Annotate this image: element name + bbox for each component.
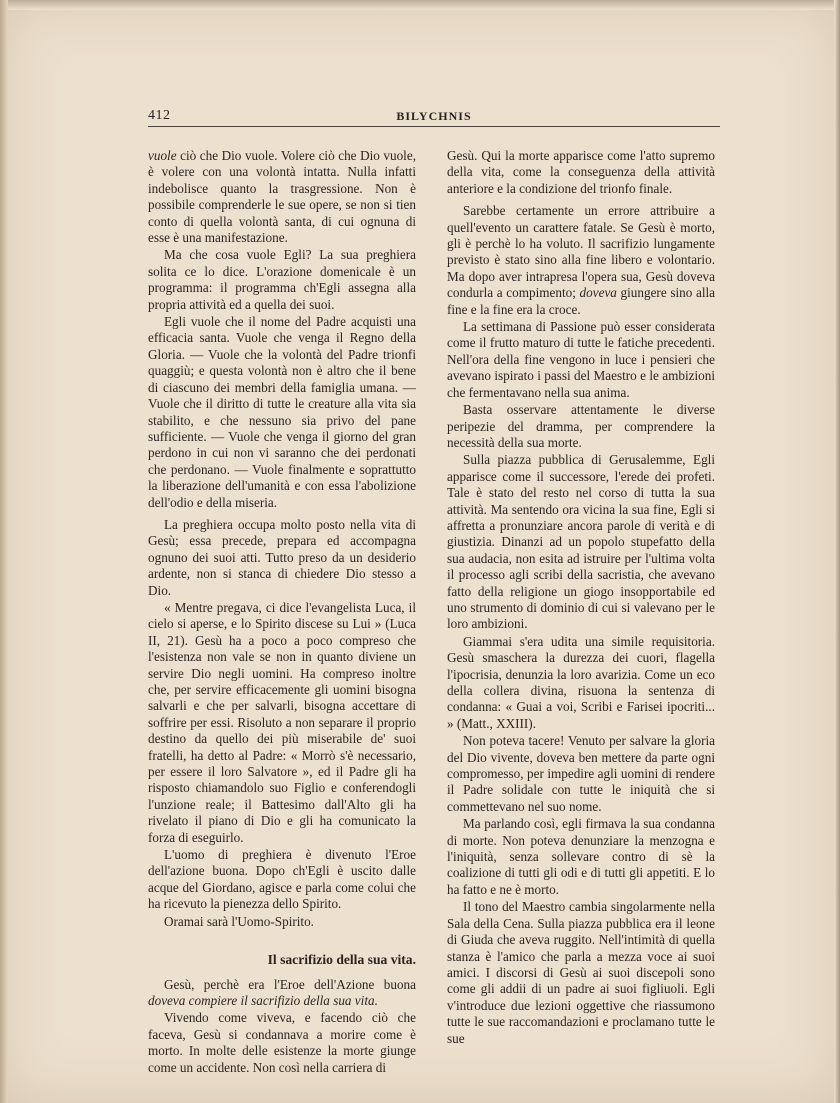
paragraph: L'uomo di preghiera è divenuto l'Eroe dell'azione buona. Dopo ch'Egli è uscito dalle acque del Giordano, agisce e parla come colui che ha ricevuto la pienezza dello Spirito. (148, 847, 416, 912)
paragraph: Sulla piazza pubblica di Gerusalemme, Egli apparisce come il successore, l'erede dei profeti. Tale è stato del resto nel corso di tutta la sua attività. Ma sentendo ora vicina la sua fine, Egli si affretta a pronunziare ancora parole di verità e di giustizia. Dinanzi ad un popolo stupefatto della sua audacia, non esita ad istruire per l'ultima volta il processo agli scribi della sacristia, che avevano fatto della religione un giogo insopportabile ed uno strumento di dominio di cui si valevano per le loro ambizioni. (447, 452, 715, 632)
paragraph (447, 203, 715, 318)
paragraph: Gesù. Qui la morte apparisce come l'atto supremo della vita, come la conseguenza della attività anteriore e la condizione del trionfo finale. (447, 148, 715, 196)
italic-text: doveva (579, 285, 617, 301)
paragraph: « Mentre pregava, ci dice l'evangelista Luca, il cielo si aperse, e lo Spirito discese su Lui » (Luca II, 21). Gesù ha a poco a poco compreso che l'esistenza non vale se non in quanto diviene un servire Dio negli uomini. Ha compreso inoltre che, per servire efficacemente gli uomini bisogna salvarli e che per salvarli, bisogna accettare di soffrire per essi. Risoluto a non separare il proprio destino da quello dei più miserabile de' suoi fratelli, ha detto al Padre: « Morrò s'è necessario, per essere il loro Salvatore », ed il Padre gli ha risposto chiamandolo suo Figlio e conferendogli l'unzione reale; il Battesimo dall'Alto gli ha rivelato il piano di Dio e gli ha comunicato la forza di eseguirlo. (148, 599, 416, 845)
paragraph: Il tono del Maestro cambia singolarmente nella Sala della Cena. Sulla piazza pubblica era il leone di Giuda che aveva ruggito. Nell'intimità di quella stanza è l'amico che parla a mezza voce ai suoi amici. I discorsi di Gesù ai suoi discepoli sono come gli addii di un padre ai suoi figliuoli. Egli v'introduce due lezioni oggettive che riassumono tutte le sue raccomandazioni e proclamano tutte le sue (447, 899, 715, 1046)
paragraph: Egli vuole che il nome del Padre acquisti una efficacia santa. Vuole che venga il Regno della Gloria. — Vuole che la volontà del Padre trionfi quaggiù; e questa volontà non è altro che il bene di ciascuno dei membri della famiglia umana. — Vuole che il diritto di tutte le creature alla vita sia stabilito, e che nessuno sia privo del pane sufficiente. — Vuole che venga il giorno del gran perdono in cui non vi saranno che dei perdonati che perdonano. — Vuole finalmente e soprattutto la liberazione dell'umanità e con essa l'abolizione dell'odio e della miseria. (148, 314, 416, 510)
paragraph-text: Sarebbe certamente un errore attribuire a quell'evento un carattere fatale. Se Gesù è morto, gli è perchè lo ha voluto. Il sacrifizio lungamente previsto è stato sino alla fine libero e volontario. Ma dopo aver intrapresa l'opera sua, Gesù doveva condurla a compimento; (447, 203, 715, 301)
italic-text: doveva compiere il sacrifizio della sua vita. (148, 992, 378, 1008)
page-edge-right (834, 0, 840, 1103)
paragraph-text: Gesù, perchè era l'Eroe dell'Azione buona (164, 976, 416, 992)
paragraph: Basta osservare attentamente le diverse peripezie del dramma, per comprendere la necessità della sua morte. (447, 402, 715, 450)
paragraph-text: ciò che Dio vuole. Volere ciò che Dio vuole, è volere con una volontà intatta. Nulla infatti indebolisce quanto la trasgressione. Non è possibile comprenderle le sue opere, se non si tien conto di quella volontà santa, di cui ognuna di esse è una manifestazione. (148, 148, 416, 246)
paragraph-text: giungere sino alla fine e la fine era la croce. (447, 285, 715, 317)
paragraph: Non poteva tacere! Venuto per salvare la gloria del Dio vivente, doveva ben mettere da parte ogni compromesso, per impedire agli uomini di rendere il Padre solidale con tutte le iniquità che si commettevano nel suo nome. (447, 733, 715, 814)
section-title: Il sacrifizio della sua vita. (267, 952, 416, 968)
page-edge-top (0, 0, 840, 10)
paragraph: Giammai s'era udita una simile requisitoria. Gesù smaschera la durezza dei cuori, flagella l'ipocrisia, denunzia la loro avarizia. Come un eco della collera divina, risuona la sentenza di condanna: « Guai a voi, Scribi e Farisei ipocriti... » (Matt., XXIII). (447, 633, 715, 731)
paragraph: Ma che cosa vuole Egli? La sua preghiera solita ce lo dice. L'orazione domenicale è un programma: il programma ch'Egli assegna alla propria attività ed a quella dei suoi. (148, 247, 416, 312)
header-rule (148, 126, 720, 127)
page-number: 412 (148, 108, 171, 123)
page-header (148, 108, 720, 128)
right-column (447, 148, 715, 1047)
paragraph: Ma parlando così, egli firmava la sua condanna di morte. Non poteva denunziare la menzogna e l'iniquità, senza sollevare contro di sè la coalizione di tutti gli odi e di tutti gli appetiti. E lo ha fatto e ne è morto. (447, 816, 715, 897)
paragraph (148, 977, 416, 1010)
italic-text: vuole (148, 148, 177, 163)
paragraph (148, 148, 416, 246)
paragraph: La settimana di Passione può esser considerata come il frutto maturo di tutte le fatiche precedenti. Nell'ora della fine vengono in luce i pensieri che avevano ispirato i passi del Maestro e le ambizioni che fermentavano nella sua anima. (447, 319, 715, 400)
running-title: BILYCHNIS (396, 109, 472, 123)
paragraph: La preghiera occupa molto posto nella vita di Gesù; essa precede, prepara ed accompagna ognuno dei suoi atti. Tutto preso da un desiderio ardente, non si stanca di chiedere Dio stesso a Dio. (148, 516, 416, 598)
page-edge-left (0, 0, 8, 1103)
paragraph: Vivendo come viveva, e facendo ciò che faceva, Gesù si condannava a morire come è morto. In molte delle esistenze la morte giunge come un accidente. Non così nella carriera di (148, 1010, 416, 1075)
left-column (148, 148, 416, 1076)
paragraph: Oramai sarà l'Uomo-Spirito. (164, 913, 314, 929)
